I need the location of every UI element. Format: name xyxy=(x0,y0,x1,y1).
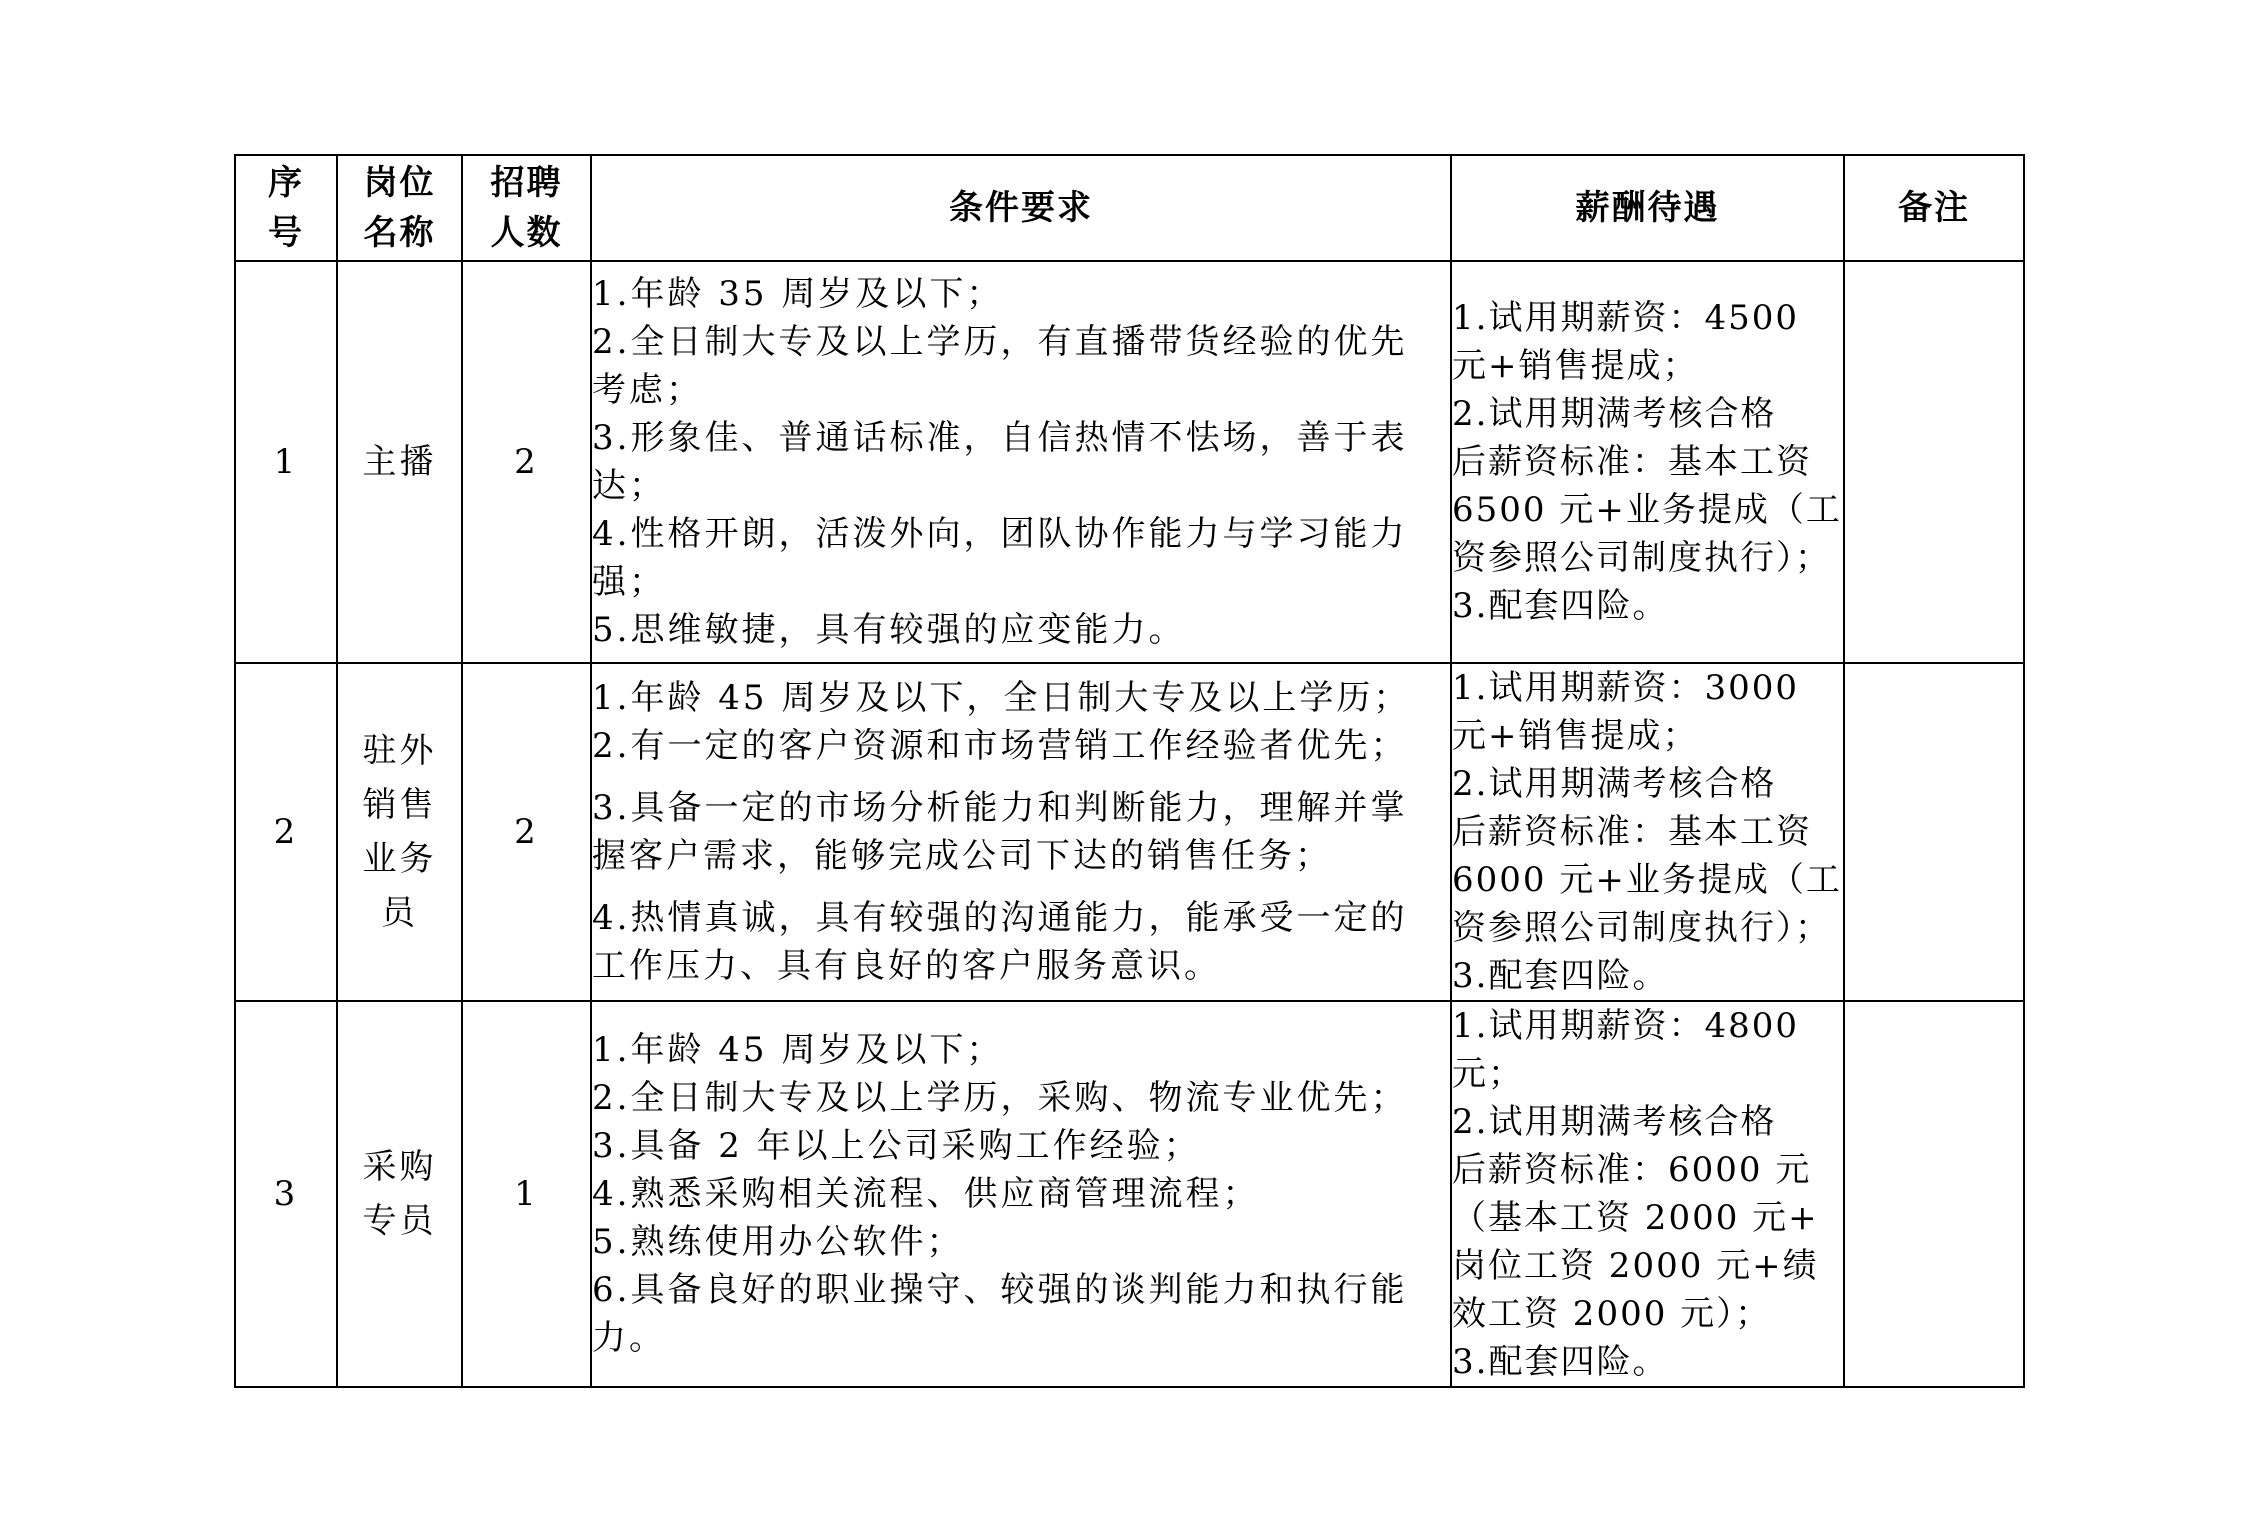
cell-salary: 1.试用期薪资：4800 元； 2.试用期满考核合格 后薪资标准：6000 元 （基本工资 2000 元+ 岗位工资 2000 元+绩 效工资 2000 元）； 3.配套四险。 xyxy=(1451,1001,1844,1387)
cell-position: 主播 xyxy=(337,261,462,663)
header-position: 岗位 名称 xyxy=(337,155,462,261)
cell-seq: 3 xyxy=(235,1001,337,1387)
cell-remarks xyxy=(1844,1001,2024,1387)
cell-position: 驻外 销售 业务 员 xyxy=(337,663,462,1001)
cell-position: 采购 专员 xyxy=(337,1001,462,1387)
recruitment-table xyxy=(234,154,2025,1388)
cell-remarks xyxy=(1844,261,2024,663)
header-salary: 薪酬待遇 xyxy=(1451,155,1844,261)
cell-requirements: 1.年龄 45 周岁及以下； 2.全日制大专及以上学历，采购、物流专业优先； 3.具备 2 年以上公司采购工作经验； 4.熟悉采购相关流程、供应商管理流程； 5.熟练使用办公软件； 6.具备良好的职业操守、较强的谈判能力和执行能 力。 xyxy=(591,1001,1451,1387)
cell-count: 1 xyxy=(462,1001,591,1387)
table-header-row xyxy=(235,155,2024,261)
cell-seq: 1 xyxy=(235,261,337,663)
cell-salary: 1.试用期薪资：4500 元+销售提成； 2.试用期满考核合格 后薪资标准：基本工资 6500 元+业务提成（工 资参照公司制度执行）； 3.配套四险。 xyxy=(1451,261,1844,663)
cell-requirements: 1.年龄 45 周岁及以下，全日制大专及以上学历； 2.有一定的客户资源和市场营销工作经验者优先； 3.具备一定的市场分析能力和判断能力，理解并掌 握客户需求，能够完成公司下达的销售任务； 4.热情真诚，具有较强的沟通能力，能承受一定的 工作压力、具有良好的客户服务意识。 xyxy=(591,663,1451,1001)
header-count: 招聘 人数 xyxy=(462,155,591,261)
cell-remarks xyxy=(1844,663,2024,1001)
table-row xyxy=(235,261,2024,663)
cell-requirements: 1.年龄 35 周岁及以下； 2.全日制大专及以上学历，有直播带货经验的优先 考虑； 3.形象佳、普通话标准，自信热情不怯场，善于表 达； 4.性格开朗，活泼外向，团队协作能力与学习能力 强； 5.思维敏捷，具有较强的应变能力。 xyxy=(591,261,1451,663)
header-remarks: 备注 xyxy=(1844,155,2024,261)
cell-salary: 1.试用期薪资：3000 元+销售提成； 2.试用期满考核合格 后薪资标准：基本工资 6000 元+业务提成（工 资参照公司制度执行）； 3.配套四险。 xyxy=(1451,663,1844,1001)
cell-count: 2 xyxy=(462,261,591,663)
table-row xyxy=(235,1001,2024,1387)
table-row xyxy=(235,663,2024,1001)
cell-seq: 2 xyxy=(235,663,337,1001)
header-seq: 序 号 xyxy=(235,155,337,261)
cell-count: 2 xyxy=(462,663,591,1001)
header-requirements: 条件要求 xyxy=(591,155,1451,261)
